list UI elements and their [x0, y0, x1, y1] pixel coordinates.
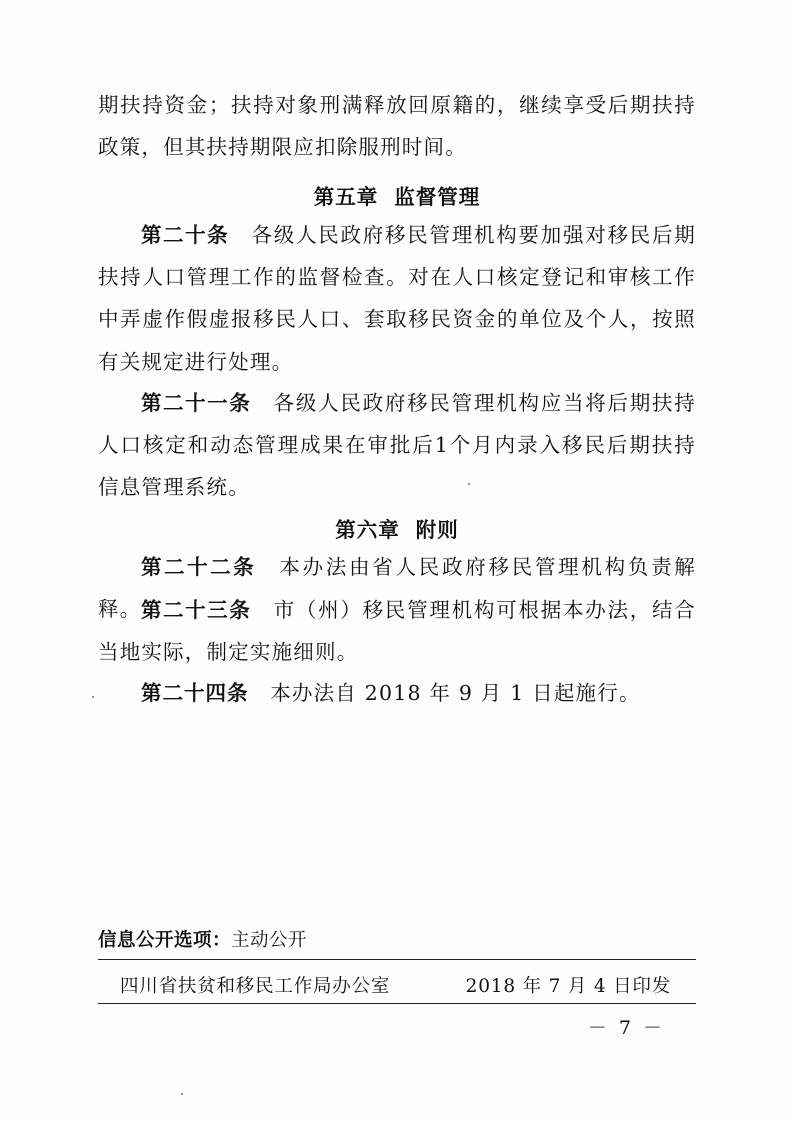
article-20-text: 各级人民政府移民管理机构要加强对移民后期扶持人口管理工作的监督检查。对在人口核定登记和审核工作中弄虚作假虚报移民人口、套取移民资金的单位及个人，按照有关规定进行处理。: [98, 223, 697, 374]
continuation-paragraph: [98, 84, 696, 168]
article-23-text: 市（州）移民管理机构可根据本办法，结合当地实际，制定实施细则。: [98, 598, 696, 665]
article-22-heading: 第二十二条: [141, 555, 257, 579]
footer-bottom-rule: [98, 1003, 696, 1004]
article-23: [98, 589, 696, 673]
chapter-six-number: 第六章: [335, 518, 400, 542]
article-21-heading: 第二十一条: [141, 391, 252, 415]
disclosure-value: 主动公开: [231, 930, 308, 951]
scan-speck: [92, 696, 94, 698]
disclosure-label: 信息公开选项：: [98, 930, 232, 951]
article-22-text: 本办法由省人民政府移民管理机构负责解释。: [98, 555, 696, 622]
chapter-six-title: 附则: [415, 518, 459, 542]
chapter-five-number: 第五章: [313, 185, 379, 209]
article-24-heading: 第二十四条: [141, 681, 249, 705]
scan-speck: [468, 483, 470, 485]
chapter-five-heading: [98, 180, 696, 210]
article-23-heading: 第二十三条: [141, 598, 252, 622]
page-number: － 7 －: [587, 1017, 665, 1039]
article-20-heading: 第二十条: [141, 223, 230, 247]
article-24-text: 本办法自 2018 年 9 月 1 日起施行。: [270, 681, 641, 705]
continuation-text: 期扶持资金；扶持对象刑满释放回原籍的，继续享受后期扶持政策，但其扶持期限应扣除服刑时间。: [98, 93, 696, 160]
issuing-office: 四川省扶贫和移民工作局办公室: [120, 976, 391, 997]
article-20: [98, 214, 696, 383]
article-21-text: 各级人民政府移民管理机构应当将后期扶持人口核定和动态管理成果在审批后1个月内录入移民后期扶持信息管理系统。: [98, 391, 696, 500]
disclosure-line: [98, 926, 307, 952]
chapter-five-title: 监督管理: [394, 185, 481, 209]
scan-speck: [181, 1093, 183, 1095]
chapter-six-heading: [98, 513, 696, 543]
footer-top-rule: [98, 959, 696, 960]
article-24: [98, 672, 696, 714]
issue-date: 2018 年 7 月 4 日印发: [465, 976, 671, 997]
article-21: [98, 382, 696, 509]
